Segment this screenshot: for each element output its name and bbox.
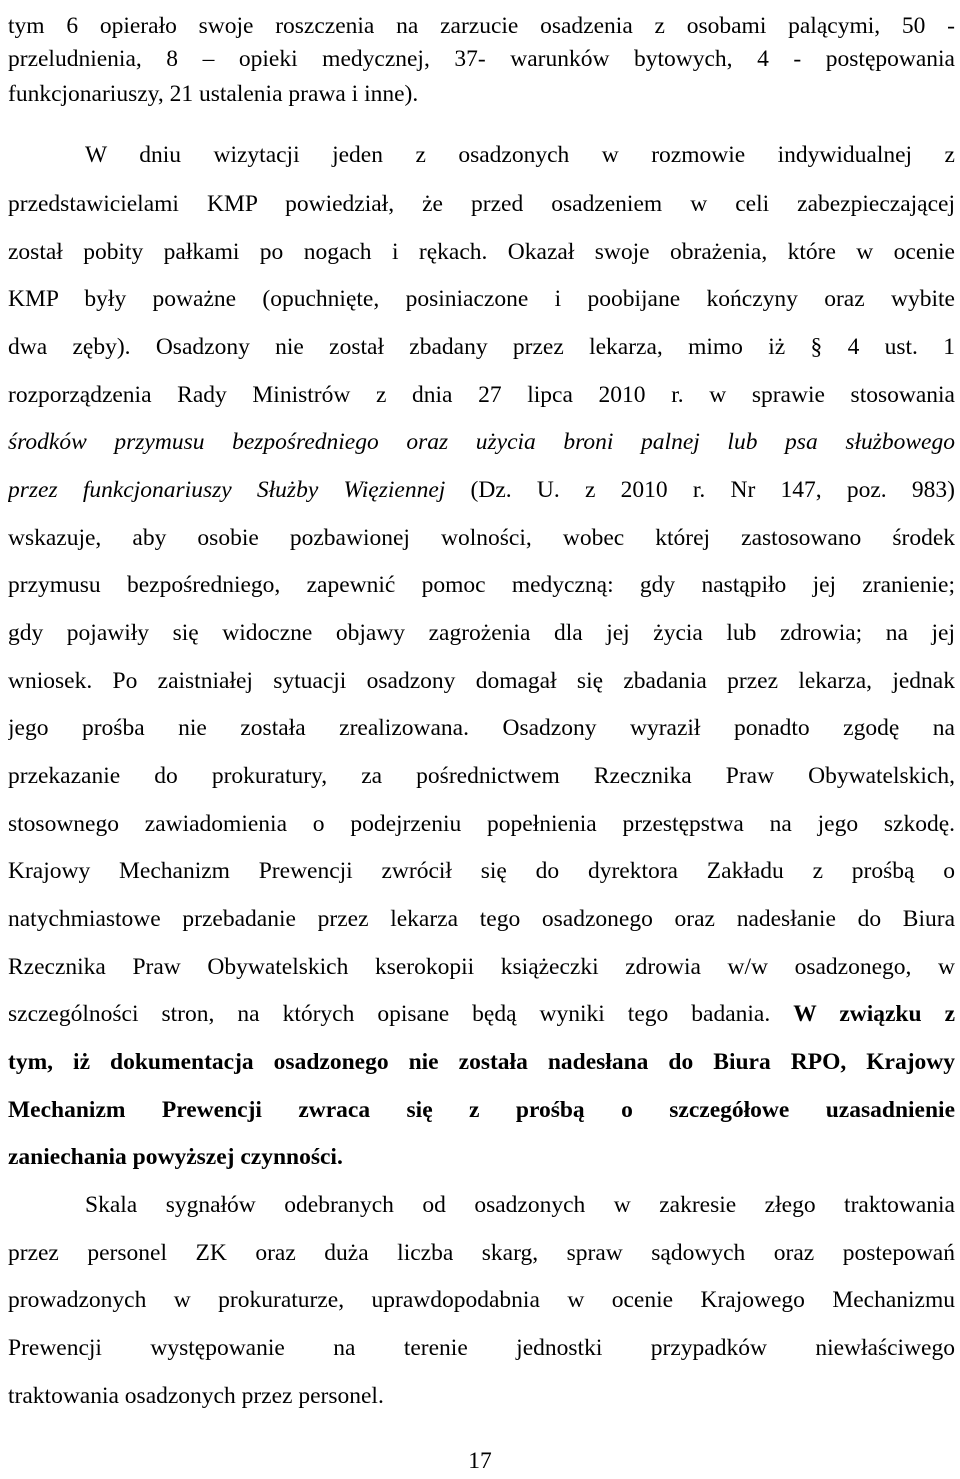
text-segment: został pobity pałkami po nogach i rękach. Okazał swoje obrażenia, które w ocenie	[8, 239, 955, 265]
text-line	[8, 609, 955, 657]
text-segment: dwa zęby). Osadzony nie został zbadany przez lekarza, mimo iż § 4 ust. 1	[8, 334, 955, 360]
text-segment: szczególności stron, na których opisane będą wyniki tego badania.	[8, 1001, 794, 1027]
text-line	[8, 847, 955, 895]
text-line	[8, 704, 955, 752]
text-segment: prowadzonych w prokuraturze, uprawdopodabnia w ocenie Krajowego Mechanizmu	[8, 1287, 955, 1313]
text-line	[8, 131, 955, 179]
text-segment: przez personel ZK oraz duża liczba skarg, spraw sądowych oraz postepowań	[8, 1240, 955, 1266]
text-segment: funkcjonariuszy, 21 ustalenia prawa i inne).	[8, 81, 419, 107]
text-line	[8, 895, 955, 943]
text-line	[8, 1229, 955, 1277]
text-segment: wniosek. Po zaistniałej sytuacji osadzony domagał się zbadania przez lekarza, jednak	[8, 668, 955, 694]
text-segment: środków przymusu bezpośredniego oraz użycia broni palnej lub psa służbowego	[8, 429, 955, 455]
text-line	[8, 418, 955, 466]
text-segment: gdy pojawiły się widoczne objawy zagrożenia dla jej życia lub zdrowia; na jej	[8, 620, 955, 646]
text-line	[8, 943, 955, 991]
text-line	[8, 1372, 955, 1420]
text-line	[8, 371, 955, 419]
text-line	[8, 323, 955, 371]
text-line	[8, 752, 955, 800]
text-line	[8, 1038, 955, 1086]
text-segment: natychmiastowe przebadanie przez lekarza tego osadzonego oraz nadesłanie do Biura	[8, 906, 955, 932]
text-segment: jego prośba nie została zrealizowana. Osadzony wyraził ponadto zgodę na	[8, 715, 955, 741]
text-segment: tym, iż dokumentacja osadzonego nie została nadesłana do Biura RPO, Krajowy	[8, 1049, 955, 1075]
text-line	[8, 1086, 955, 1134]
text-segment: przeludnienia, 8 – opieki medycznej, 37- warunków bytowych, 4 - postępowania	[8, 46, 955, 72]
text-line	[8, 990, 955, 1038]
text-segment: stosownego zawiadomienia o podejrzeniu popełnienia przestępstwa na jego szkodę.	[8, 811, 955, 837]
text-segment: Skala sygnałów odebranych od osadzonych w zakresie złego traktowania	[85, 1192, 955, 1218]
text-line	[8, 1324, 955, 1372]
text-segment: zaniechania powyższej czynności.	[8, 1144, 343, 1170]
text-line	[8, 180, 955, 228]
text-segment: KMP były poważne (opuchnięte, posiniaczone i poobijane kończyny oraz wybite	[8, 286, 955, 312]
text-line	[8, 800, 955, 848]
text-segment: wskazuje, aby osobie pozbawionej wolności, wobec której zastosowano środek	[8, 525, 955, 551]
text-segment: Rzecznika Praw Obywatelskich kserokopii książeczki zdrowia w/w osadzonego, w	[8, 954, 955, 980]
text-segment: przez funkcjonariuszy Służby Więziennej	[8, 477, 446, 503]
text-segment: W związku z	[793, 1001, 955, 1027]
text-segment: Krajowy Mechanizm Prewencji zwrócił się do dyrektora Zakładu z prośbą o	[8, 858, 955, 884]
text-segment: tym 6 opierało swoje roszczenia na zarzucie osadzenia z osobami palącymi, 50 -	[8, 13, 955, 39]
text-line	[8, 514, 955, 562]
text-segment: przedstawicielami KMP powiedział, że przed osadzeniem w celi zabezpieczającej	[8, 191, 955, 217]
text-segment: traktowania osadzonych przez personel.	[8, 1383, 384, 1409]
text-line	[8, 70, 955, 118]
text-segment: Mechanizm Prewencji zwraca się z prośbą o szczegółowe uzasadnienie	[8, 1097, 955, 1123]
text-line	[8, 561, 955, 609]
text-segment: rozporządzenia Rady Ministrów z dnia 27 lipca 2010 r. w sprawie stosowania	[8, 382, 955, 408]
text-segment: przekazanie do prokuratury, za pośrednictwem Rzecznika Praw Obywatelskich,	[8, 763, 955, 789]
text-line	[8, 1276, 955, 1324]
text-line	[8, 466, 955, 514]
text-line	[8, 657, 955, 705]
page-number: 17	[468, 1448, 492, 1474]
text-segment: Prewencji występowanie na terenie jednostki przypadków niewłaściwego	[8, 1335, 955, 1361]
text-line	[8, 228, 955, 276]
text-segment: przymusu bezpośredniego, zapewnić pomoc medyczną: gdy nastąpiło jej zranienie;	[8, 572, 955, 598]
text-line	[8, 1133, 955, 1181]
text-line	[8, 275, 955, 323]
text-segment: (Dz. U. z 2010 r. Nr 147, poz. 983)	[445, 477, 955, 503]
text-segment: W dniu wizytacji jeden z osadzonych w rozmowie indywidualnej z	[85, 142, 955, 168]
text-line	[8, 1181, 955, 1229]
